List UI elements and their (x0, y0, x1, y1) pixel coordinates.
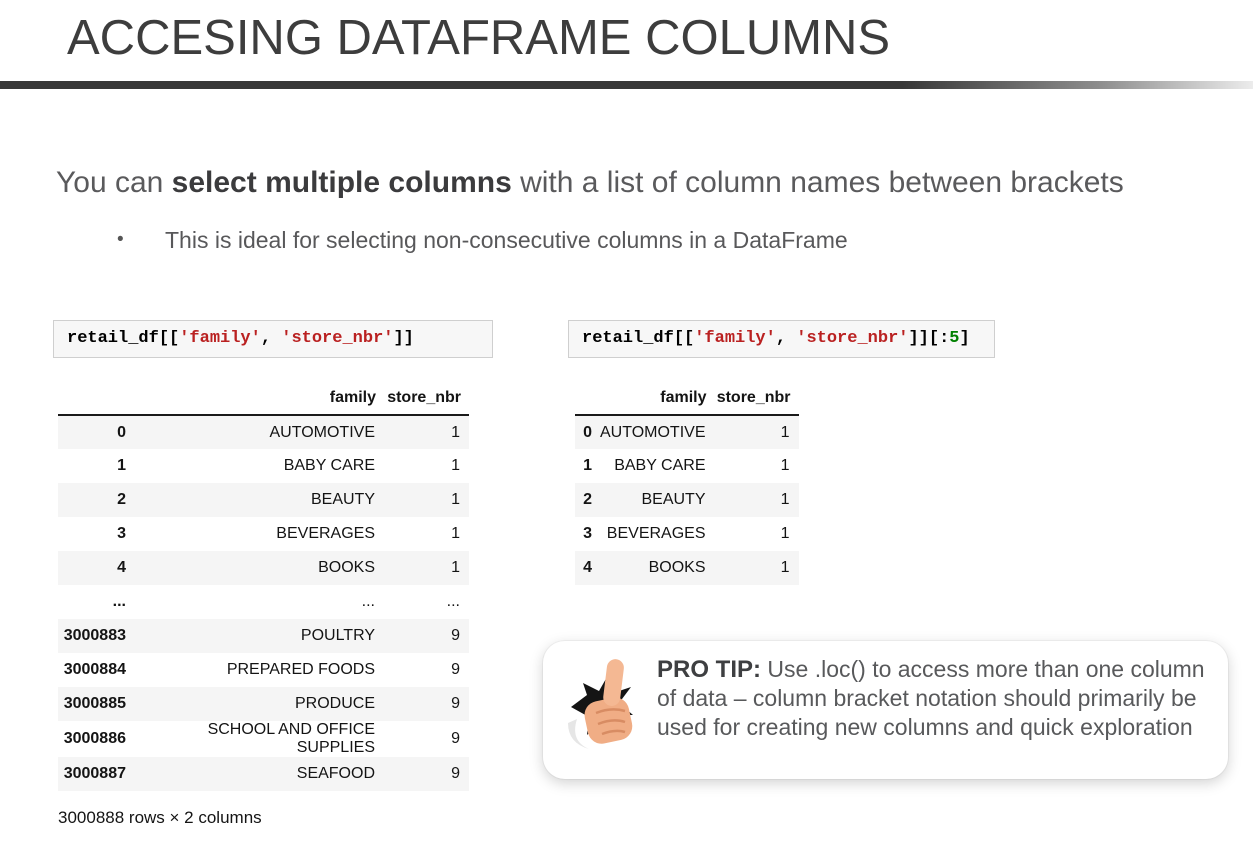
protip-text (657, 655, 1209, 742)
table-cell: ... (361, 593, 375, 610)
row-index: 3000887 (63, 765, 126, 782)
table-row (58, 517, 469, 551)
code-token-string: 'store_nbr' (281, 329, 394, 348)
table-cell: SEAFOOD (296, 765, 375, 782)
code-token-plain: retail_df[[ (67, 329, 180, 348)
code-token-plain: ] (959, 329, 970, 348)
table-cell: 1 (451, 559, 460, 576)
table-row (58, 757, 469, 791)
column-header: store_nbr (384, 385, 469, 415)
code-token-plain: , (775, 329, 797, 348)
row-index: 2 (117, 491, 126, 508)
row-index: 4 (117, 559, 126, 576)
table-row (58, 415, 469, 449)
table-row (58, 721, 469, 757)
row-index: 0 (117, 423, 126, 441)
column-header: family (600, 385, 715, 415)
row-index: 3000884 (63, 661, 126, 678)
table-row (575, 551, 799, 585)
table-row (58, 449, 469, 483)
table-cell: 1 (780, 525, 790, 542)
row-index: 3000885 (63, 695, 126, 712)
table-row (58, 653, 469, 687)
table-cell: SCHOOL AND OFFICE SUPPLIES (207, 721, 375, 756)
row-index: 3000886 (63, 730, 126, 747)
row-index: 2 (583, 491, 592, 508)
table-cell: BEAUTY (310, 491, 375, 508)
table-row (575, 483, 799, 517)
protip-label: PRO TIP: (657, 656, 762, 683)
table-cell: 9 (451, 627, 460, 644)
row-index: 1 (583, 457, 592, 474)
code-token-string: 'store_nbr' (796, 329, 909, 348)
table-row (58, 483, 469, 517)
row-index: 0 (583, 423, 592, 441)
code-token-string: 'family' (694, 329, 776, 348)
page-title: ACCESING DATAFRAME COLUMNS (67, 11, 891, 65)
row-index: 3 (583, 525, 592, 542)
code-token-plain: retail_df[[ (582, 329, 695, 348)
row-index: ... (112, 593, 126, 610)
table-cell: ... (446, 593, 460, 610)
row-index: 3000883 (63, 627, 126, 644)
table-cell: 1 (780, 423, 790, 441)
table-row (58, 585, 469, 619)
table-cell: 9 (451, 765, 460, 782)
index-column-header (575, 385, 600, 415)
bullet-icon: • (117, 229, 124, 250)
table-cell: BABY CARE (283, 457, 375, 474)
table-cell: BEVERAGES (606, 525, 706, 542)
row-index: 3 (117, 525, 126, 542)
table-cell: 1 (780, 491, 790, 508)
code-token-string: 'family' (179, 329, 261, 348)
code-token-number: 5 (949, 329, 960, 348)
title-rule (0, 81, 1253, 89)
table-cell: BOOKS (648, 559, 706, 576)
table-row (58, 619, 469, 653)
table-row (58, 687, 469, 721)
table-row (575, 415, 799, 449)
code-block-right (568, 320, 995, 358)
index-column-header (58, 385, 134, 415)
column-header: family (134, 385, 384, 415)
intro-bold: select multiple columns (171, 166, 512, 199)
table-cell: AUTOMOTIVE (600, 423, 706, 441)
table-cell: 1 (780, 457, 790, 474)
table-cell: BEAUTY (641, 491, 706, 508)
table-cell: 9 (451, 661, 460, 678)
table-cell: 1 (451, 457, 460, 474)
table-cell: POULTRY (300, 627, 375, 644)
table-cell: 9 (451, 730, 460, 747)
intro-bullet: This is ideal for selecting non-consecutive columns in a DataFrame (165, 227, 848, 253)
intro-text (56, 164, 1216, 201)
table-cell: 1 (451, 491, 460, 508)
table-cell: 1 (780, 559, 790, 576)
column-header: store_nbr (715, 385, 799, 415)
table-cell: AUTOMOTIVE (269, 423, 375, 441)
dataframe-table-right (575, 385, 799, 585)
table-row (575, 449, 799, 483)
code-token-plain: , (260, 329, 282, 348)
intro-post: with a list of column names between brackets (511, 166, 1124, 199)
table-cell: 1 (451, 525, 460, 542)
code-token-plain: ]][: (908, 329, 950, 348)
intro-pre: You can (56, 166, 172, 199)
table-cell: PRODUCE (294, 695, 375, 712)
code-token-plain: ]] (393, 329, 414, 348)
rowcount-summary: 3000888 rows × 2 columns (58, 808, 262, 827)
table-row (58, 551, 469, 585)
protip-card (543, 641, 1228, 779)
table-cell: BABY CARE (614, 457, 706, 474)
table-cell: BOOKS (318, 559, 375, 576)
row-index: 1 (117, 457, 126, 474)
table-row (575, 517, 799, 551)
dataframe-table-left (58, 385, 469, 791)
table-cell: PREPARED FOODS (226, 661, 375, 678)
row-index: 4 (583, 559, 592, 576)
thumbs-up-icon (557, 653, 649, 761)
table-cell: 9 (451, 695, 460, 712)
table-cell: BEVERAGES (276, 525, 375, 542)
code-block-left (53, 320, 493, 358)
table-cell: 1 (451, 423, 460, 441)
protip-body: Use .loc() to access more than one column of data – column bracket notation should primarily be used for creating new columns and quick exploration (657, 656, 1205, 740)
